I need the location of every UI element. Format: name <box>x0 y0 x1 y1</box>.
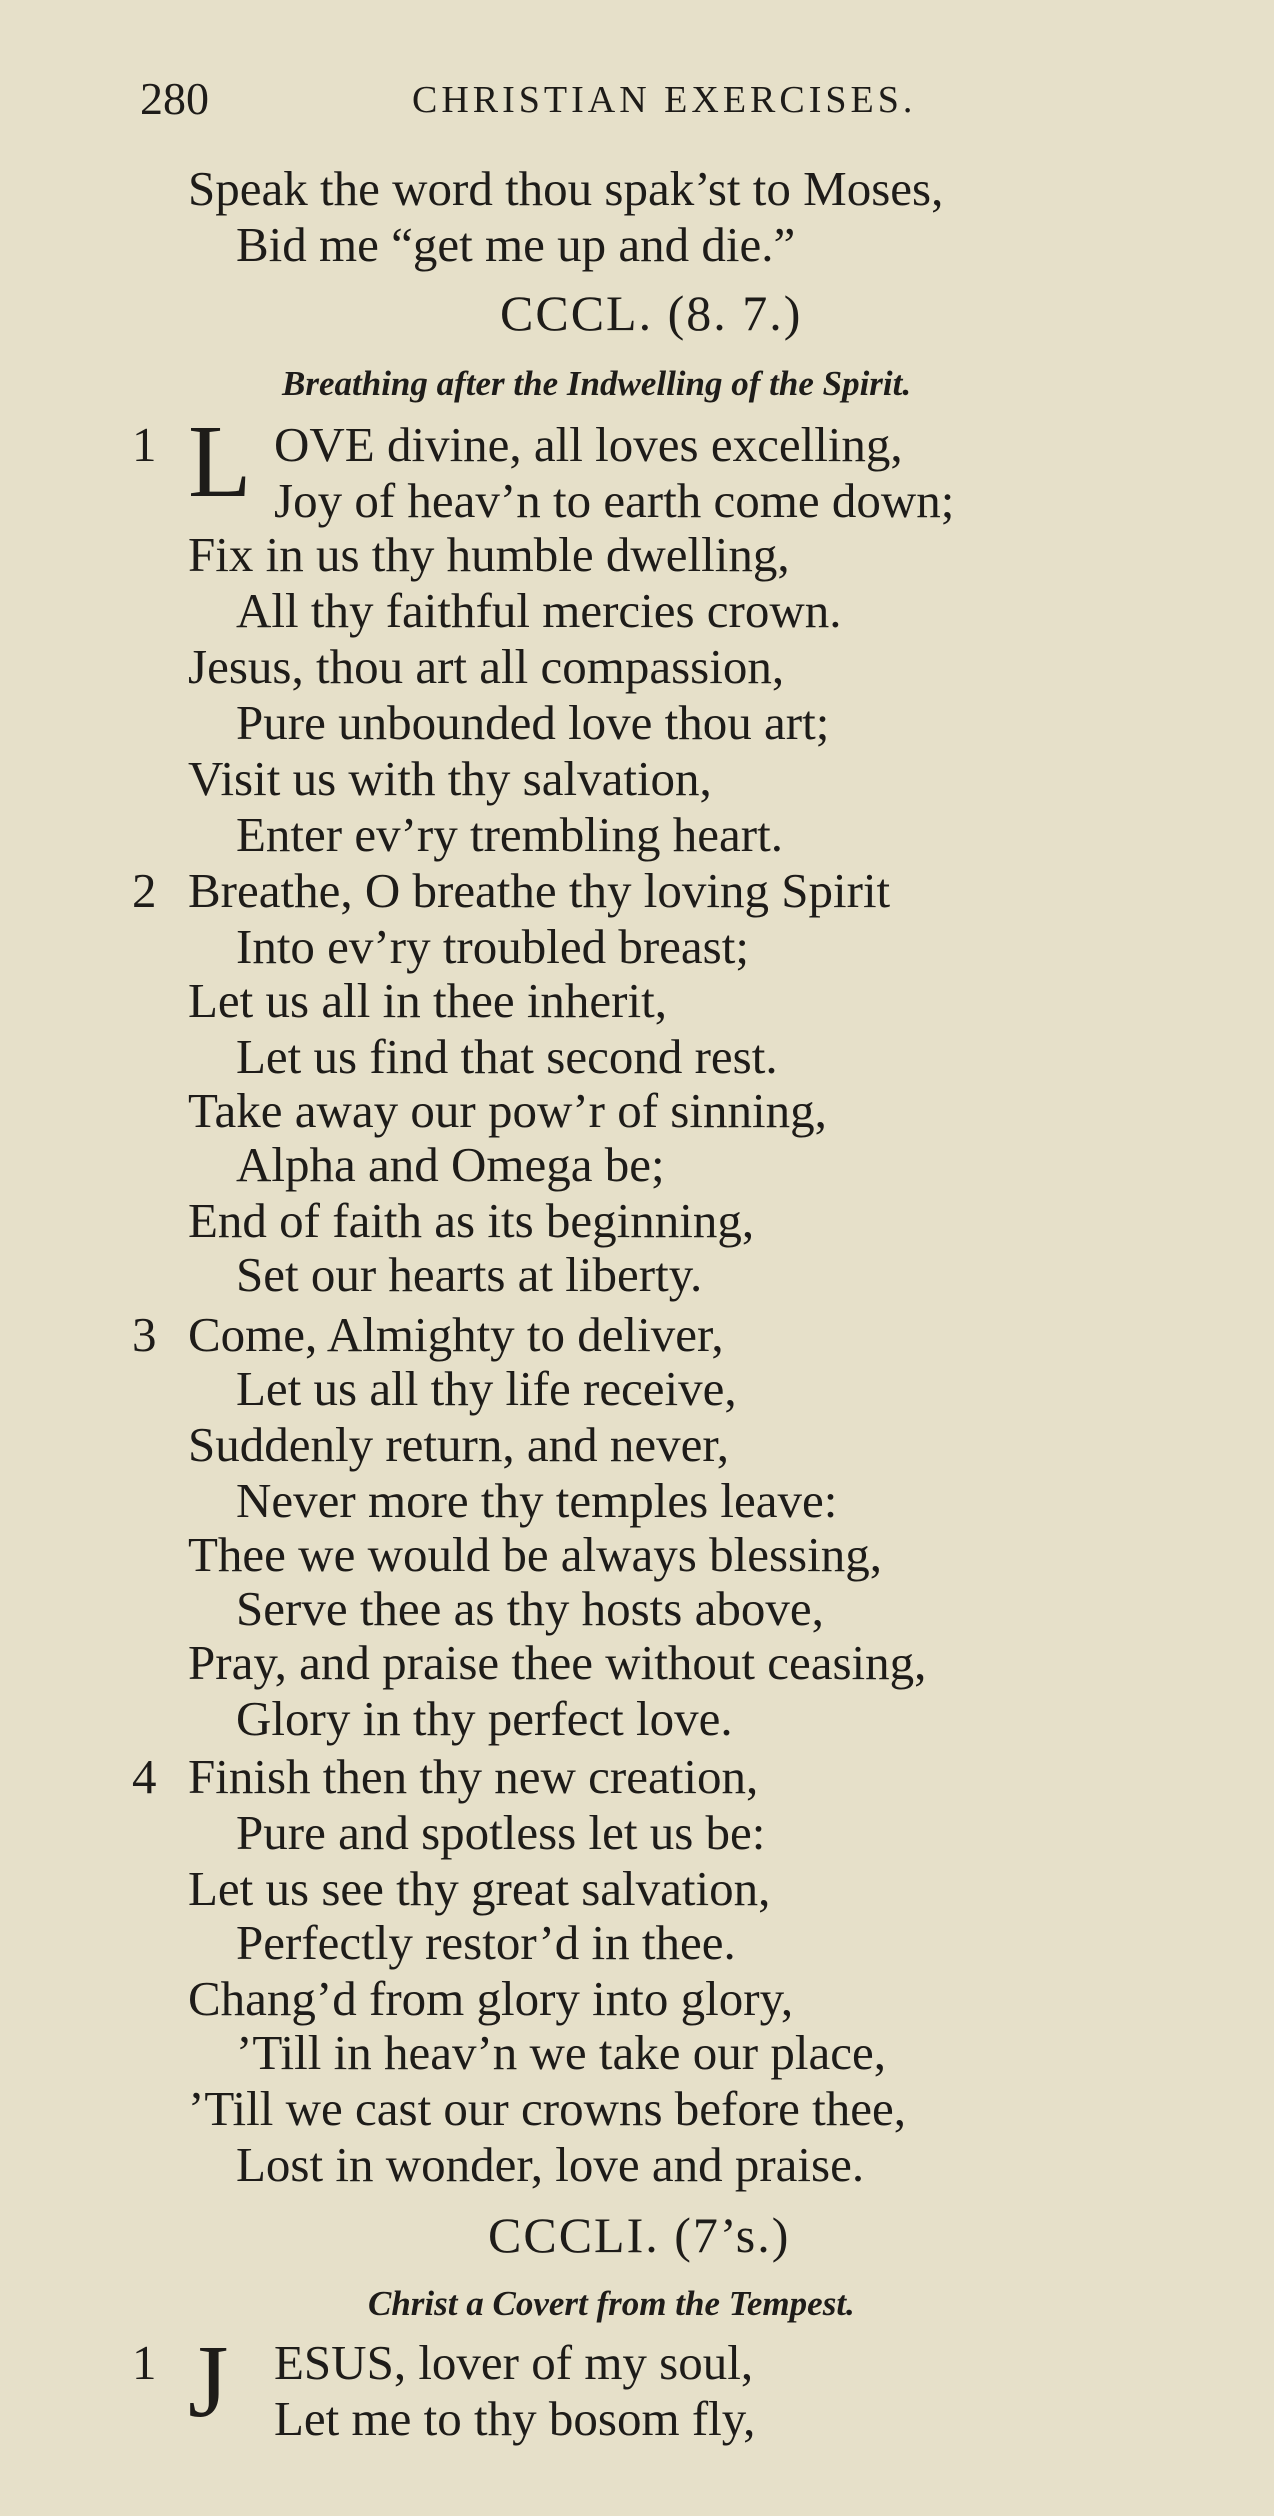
verse-line: Let us see thy great salvation, <box>188 1861 771 1916</box>
verse-line: Let us find that second rest. <box>236 1029 778 1084</box>
verse-line: Fix in us thy humble dwelling, <box>188 527 790 582</box>
verse-line: Jesus, thou art all compassion, <box>188 639 785 694</box>
verse-line: Pure and spotless let us be: <box>236 1805 766 1860</box>
verse-line: Chang’d from glory into glory, <box>188 1971 794 2026</box>
hymn-number: CCCL. (8. 7.) <box>500 285 803 341</box>
hymn-number: CCCLI. (7’s.) <box>488 2207 791 2263</box>
verse-line: Pure unbounded love thou art; <box>236 695 830 750</box>
hymn-subtitle: Christ a Covert from the Tempest. <box>368 2284 855 2323</box>
verse-line: End of faith as its beginning, <box>188 1193 755 1248</box>
stanza-number: 3 <box>132 1307 157 1362</box>
stanza-number: 1 <box>132 2335 157 2390</box>
verse-line: Speak the word thou spak’st to Moses, <box>188 161 944 216</box>
verse-line: Serve thee as thy hosts above, <box>236 1581 824 1636</box>
verse-line: OVE divine, all loves excelling, <box>274 417 903 472</box>
stanza-number: 1 <box>132 417 157 472</box>
verse-line: ’Till we cast our crowns before thee, <box>188 2081 907 2136</box>
verse-line: Bid me “get me up and die.” <box>236 217 796 272</box>
verse-line: Perfectly restor’d in thee. <box>236 1915 736 1970</box>
verse-line: Joy of heav’n to earth come down; <box>274 473 955 528</box>
verse-line: Thee we would be always blessing, <box>188 1527 882 1582</box>
drop-cap: J <box>188 2324 229 2439</box>
verse-line: Let me to thy bosom fly, <box>274 2391 756 2446</box>
verse-line: ’Till in heav’n we take our place, <box>236 2025 886 2080</box>
verse-line: Suddenly return, and never, <box>188 1417 729 1472</box>
running-head: CHRISTIAN EXERCISES. <box>412 79 917 121</box>
verse-line: Set our hearts at liberty. <box>236 1247 703 1302</box>
drop-cap: L <box>188 404 252 519</box>
stanza-number: 4 <box>132 1749 157 1804</box>
page-number: 280 <box>140 73 209 124</box>
verse-line: Pray, and praise thee without ceasing, <box>188 1635 927 1690</box>
verse-line: Let us all thy life receive, <box>236 1361 737 1416</box>
verse-line: Enter ev’ry trembling heart. <box>236 807 783 862</box>
verse-line: Never more thy temples leave: <box>236 1473 838 1528</box>
hymn-subtitle: Breathing after the Indwelling of the Spirit. <box>282 364 912 403</box>
verse-line: Into ev’ry troubled breast; <box>236 919 749 974</box>
verse-line: Take away our pow’r of sinning, <box>188 1083 827 1138</box>
verse-line: All thy faithful mercies crown. <box>236 583 842 638</box>
verse-line: Alpha and Omega be; <box>236 1137 665 1192</box>
verse-line: Breathe, O breathe thy loving Spirit <box>188 863 891 918</box>
verse-line: Lost in wonder, love and praise. <box>236 2137 865 2192</box>
stanza-number: 2 <box>132 863 157 918</box>
verse-line: Glory in thy perfect love. <box>236 1691 733 1746</box>
verse-line: Visit us with thy salvation, <box>188 751 712 806</box>
verse-line: Let us all in thee inherit, <box>188 973 667 1028</box>
verse-line: Finish then thy new creation, <box>188 1749 759 1804</box>
page-header <box>140 72 1150 132</box>
verse-line: ESUS, lover of my soul, <box>274 2335 754 2390</box>
verse-line: Come, Almighty to deliver, <box>188 1307 724 1362</box>
